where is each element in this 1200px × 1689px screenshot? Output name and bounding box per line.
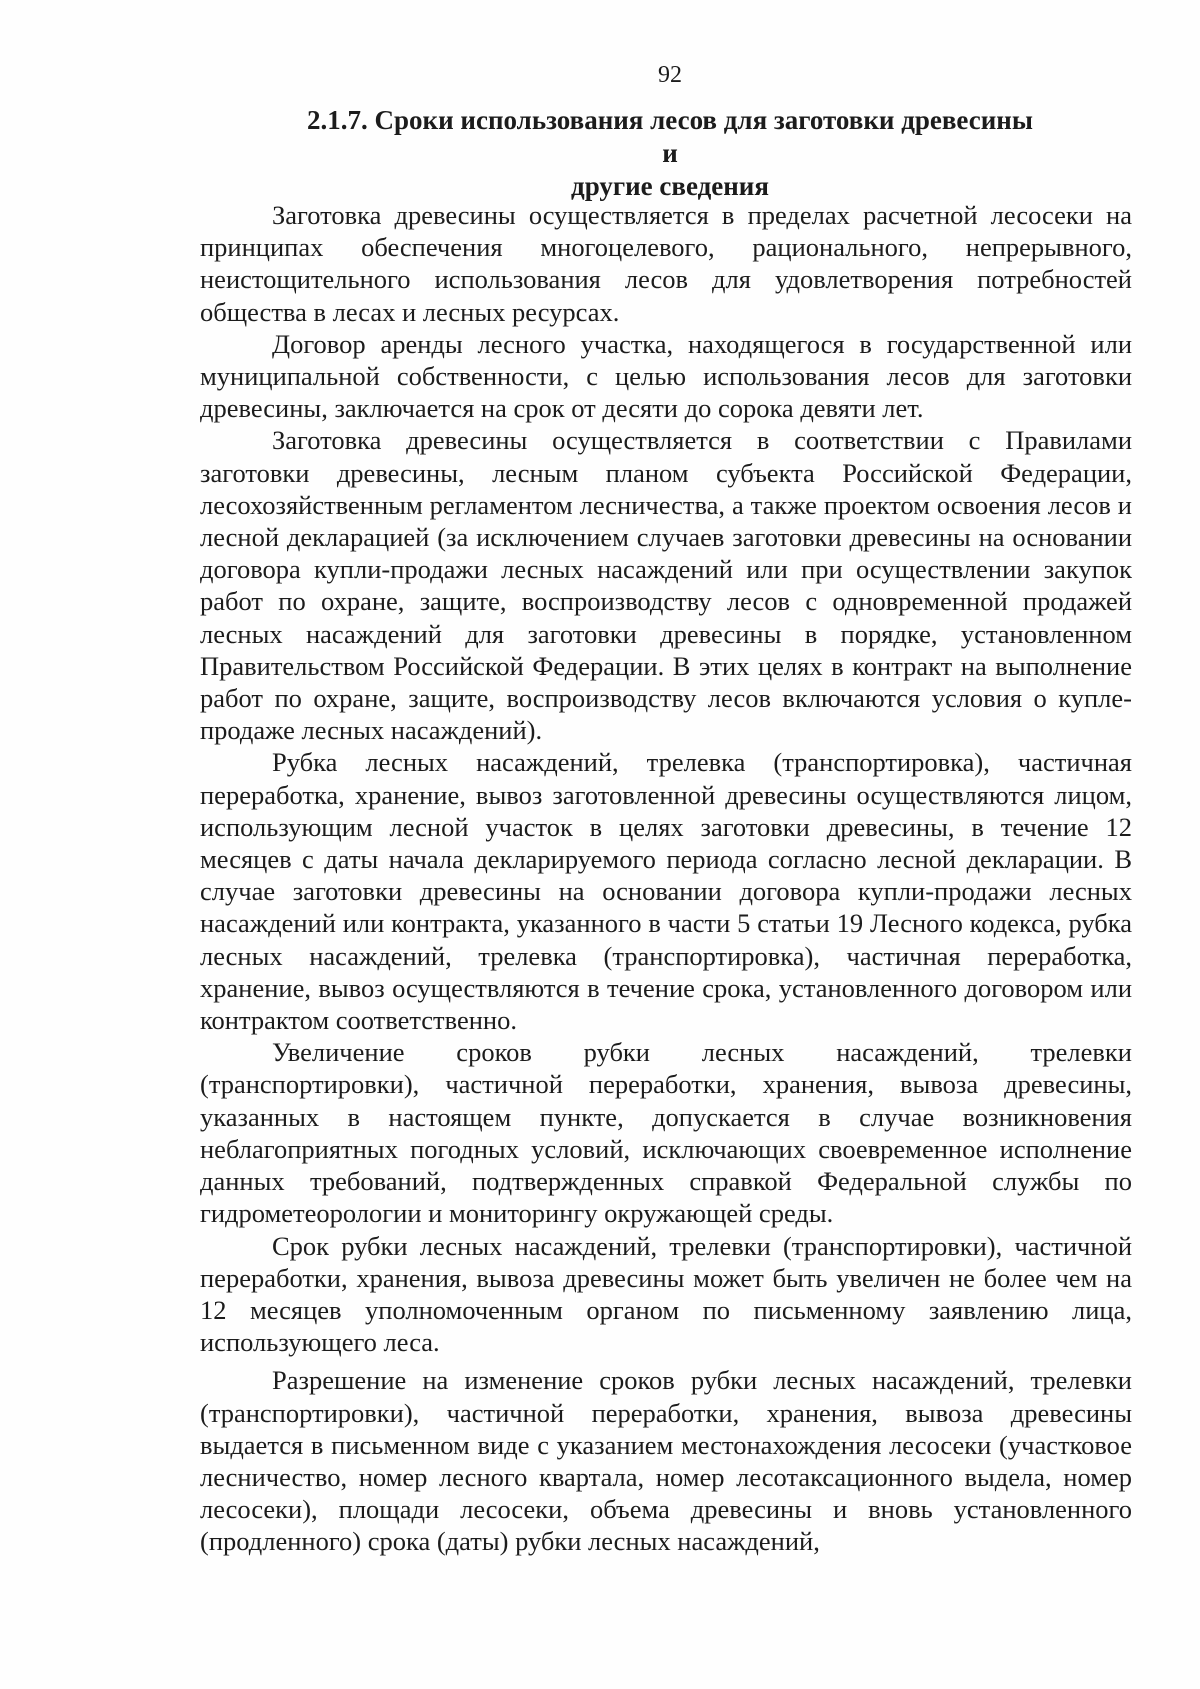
section-title-line-2: другие сведения [571,171,769,201]
page-number: 92 [658,62,682,88]
section-title [300,104,1040,203]
paragraph-lease-term: Договор аренды лесного участка, находящегося в государственной или муниципальной собственности, с целью использования лесов для заготовки древесины, заключается на срок от десяти до сорока девяти лет. [200,328,1132,424]
paragraph-felling-period: Рубка лесных насаждений, трелевка (транспортировка), частичная переработка, хранение, вывоз заготовленной древесины осуществляются лицом, использующим лесной участок в целях заготовки древесины, в течение 12 месяцев с даты начала декларируемого периода согласно лесной декларации. В случае заготовки древесины на основании договора купли-продажи лесных насаждений или контракта, указанного в части 5 статьи 19 Лесного кодекса, рубка лесных насаждений, трелевка (транспортировка), частичная переработка, хранение, вывоз осуществляются в течение срока, установленного договором или контрактом соответственно. [200,747,1132,1036]
paragraph-harvest-rules: Заготовка древесины осуществляется в соответствии с Правилами заготовки древесины, лесным планом субъекта Российской Федерации, лесохозяйственным регламентом лесничества, а также проектом освоения лесов и лесной декларацией (за исключением случаев заготовки древесины на основании договора купли-продажи лесных насаждений или при осуществлении закупок работ по охране, защите, воспроизводству лесов с одновременной продажей лесных насаждений для заготовки древесины в порядке, установленном Правительством Российской Федерации. В этих целях в контракт на выполнение работ по охране, защите, воспроизводству лесов включаются условия о купле-продаже лесных насаждений). [200,425,1132,746]
body-text [200,199,1132,1558]
section-title-line-1: 2.1.7. Сроки использования лесов для заготовки древесины и [307,105,1033,168]
paragraph-term-increase-weather: Увеличение сроков рубки лесных насаждений, трелевки (транспортировки), частичной переработки, хранения, вывоза древесины, указанных в настоящем пункте, допускается в случае возникновения неблагоприятных погодных условий, исключающих своевременное исполнение данных требований, подтвержденных справкой Федеральной службы по гидрометеорологии и мониторингу окружающей среды. [200,1037,1132,1229]
paragraph-harvest-principles: Заготовка древесины осуществляется в пределах расчетной лесосеки на принципах обеспечения многоцелевого, рационального, непрерывного, неистощительного использования лесов для удовлетворения потребностей общества в лесах и лесных ресурсах. [200,200,1132,327]
paragraph-change-permit: Разрешение на изменение сроков рубки лесных насаждений, трелевки (транспортировки), частичной переработки, хранения, вывоза древесины выдается в письменном виде с указанием местонахождения лесосеки (участковое лесничество, номер лесного квартала, номер лесотаксационного выдела, номер лесосеки), площади лесосеки, объема древесины и вновь установленного (продленного) срока (даты) рубки лесных насаждений, [200,1365,1132,1557]
paragraph-term-extension: Срок рубки лесных насаждений, трелевки (транспортировки), частичной переработки, хранения, вывоза древесины может быть увеличен не более чем на 12 месяцев уполномоченным органом по письменному заявлению лица, использующего леса. [200,1230,1132,1358]
